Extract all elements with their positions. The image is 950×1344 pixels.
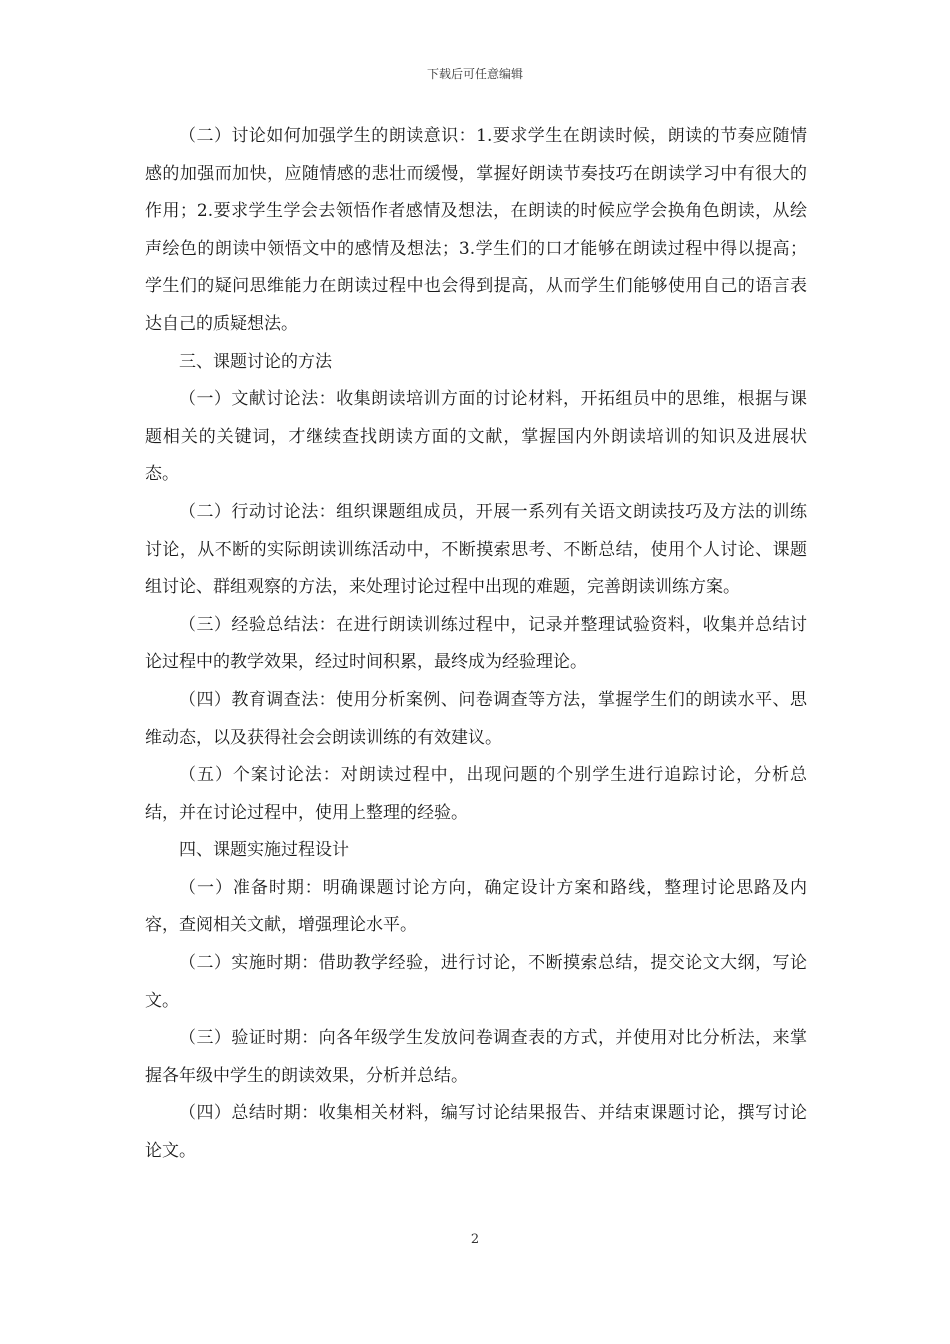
paragraph-implementation-stage: （二）实施时期：借助教学经验，进行讨论，不断摸索总结，提交论文大纲，写论文。 [145,953,807,1011]
document-body [145,118,807,1171]
paragraph-survey-method: （四）教育调查法：使用分析案例、问卷调查等方法，掌握学生们的朗读水平、思维动态，以及获得社会会朗读训练的有效建议。 [145,689,807,748]
paragraph-case-method: （五）个案讨论法：对朗读过程中，出现问题的个别学生进行追踪讨论，分析总结，并在讨论过程中，使用上整理的经验。 [145,765,807,823]
paragraph-literature-method: （一）文献讨论法：收集朗读培训方面的讨论材料，开拓组员中的思维，根据与课题相关的关键词，才继续查找朗读方面的文献，掌握国内外朗读培训的知识及进展状态。 [145,389,807,485]
paragraph-preparation-stage: （一）准备时期：明确课题讨论方向，确定设计方案和路线，整理讨论思路及内容，查阅相关文献，增强理论水平。 [145,877,807,936]
section-heading-methods: 三、课题讨论的方法 [179,351,332,372]
paragraph-reading-awareness: （二）讨论如何加强学生的朗读意识：1.要求学生在朗读时候，朗读的节奏应随情感的加强而加快，应随情感的悲壮而缓慢，掌握好朗读节奏技巧在朗读学习中有很大的作用；2.要求学生学会去领悟作者感情及想法，在朗读的时候应学会换角色朗读，从绘声绘色的朗读中领悟文中的感情及想法；3.学生们的口才能够在朗读过程中得以提高；学生们的疑问思维能力在朗读过程中也会得到提高，从而学生们能够使用自己的语言表达自己的质疑想法。 [145,126,807,334]
paragraph-summary-stage: （四）总结时期：收集相关材料，编写讨论结果报告、并结束课题讨论，撰写讨论论文。 [145,1103,807,1162]
section-heading-implementation: 四、课题实施过程设计 [179,840,349,861]
paragraph-action-method: （二）行动讨论法：组织课题组成员，开展一系列有关语文朗读技巧及方法的训练讨论，从不断的实际朗读训练活动中，不断摸索思考、不断总结，使用个人讨论、课题组讨论、群组观察的方法，来处理讨论过程中出现的难题，完善朗读训练方案。 [145,501,807,598]
page-header: 下载后可任意编辑 [426,67,523,81]
paragraph-experience-method: （三）经验总结法：在进行朗读训练过程中，记录并整理试验资料，收集并总结讨论过程中的教学效果，经过时间积累，最终成为经验理论。 [145,614,807,673]
paragraph-verification-stage: （三）验证时期：向各年级学生发放问卷调查表的方式，并使用对比分析法，来掌握各年级中学生的朗读效果，分析并总结。 [145,1028,807,1086]
page-number: 2 [470,1232,480,1247]
